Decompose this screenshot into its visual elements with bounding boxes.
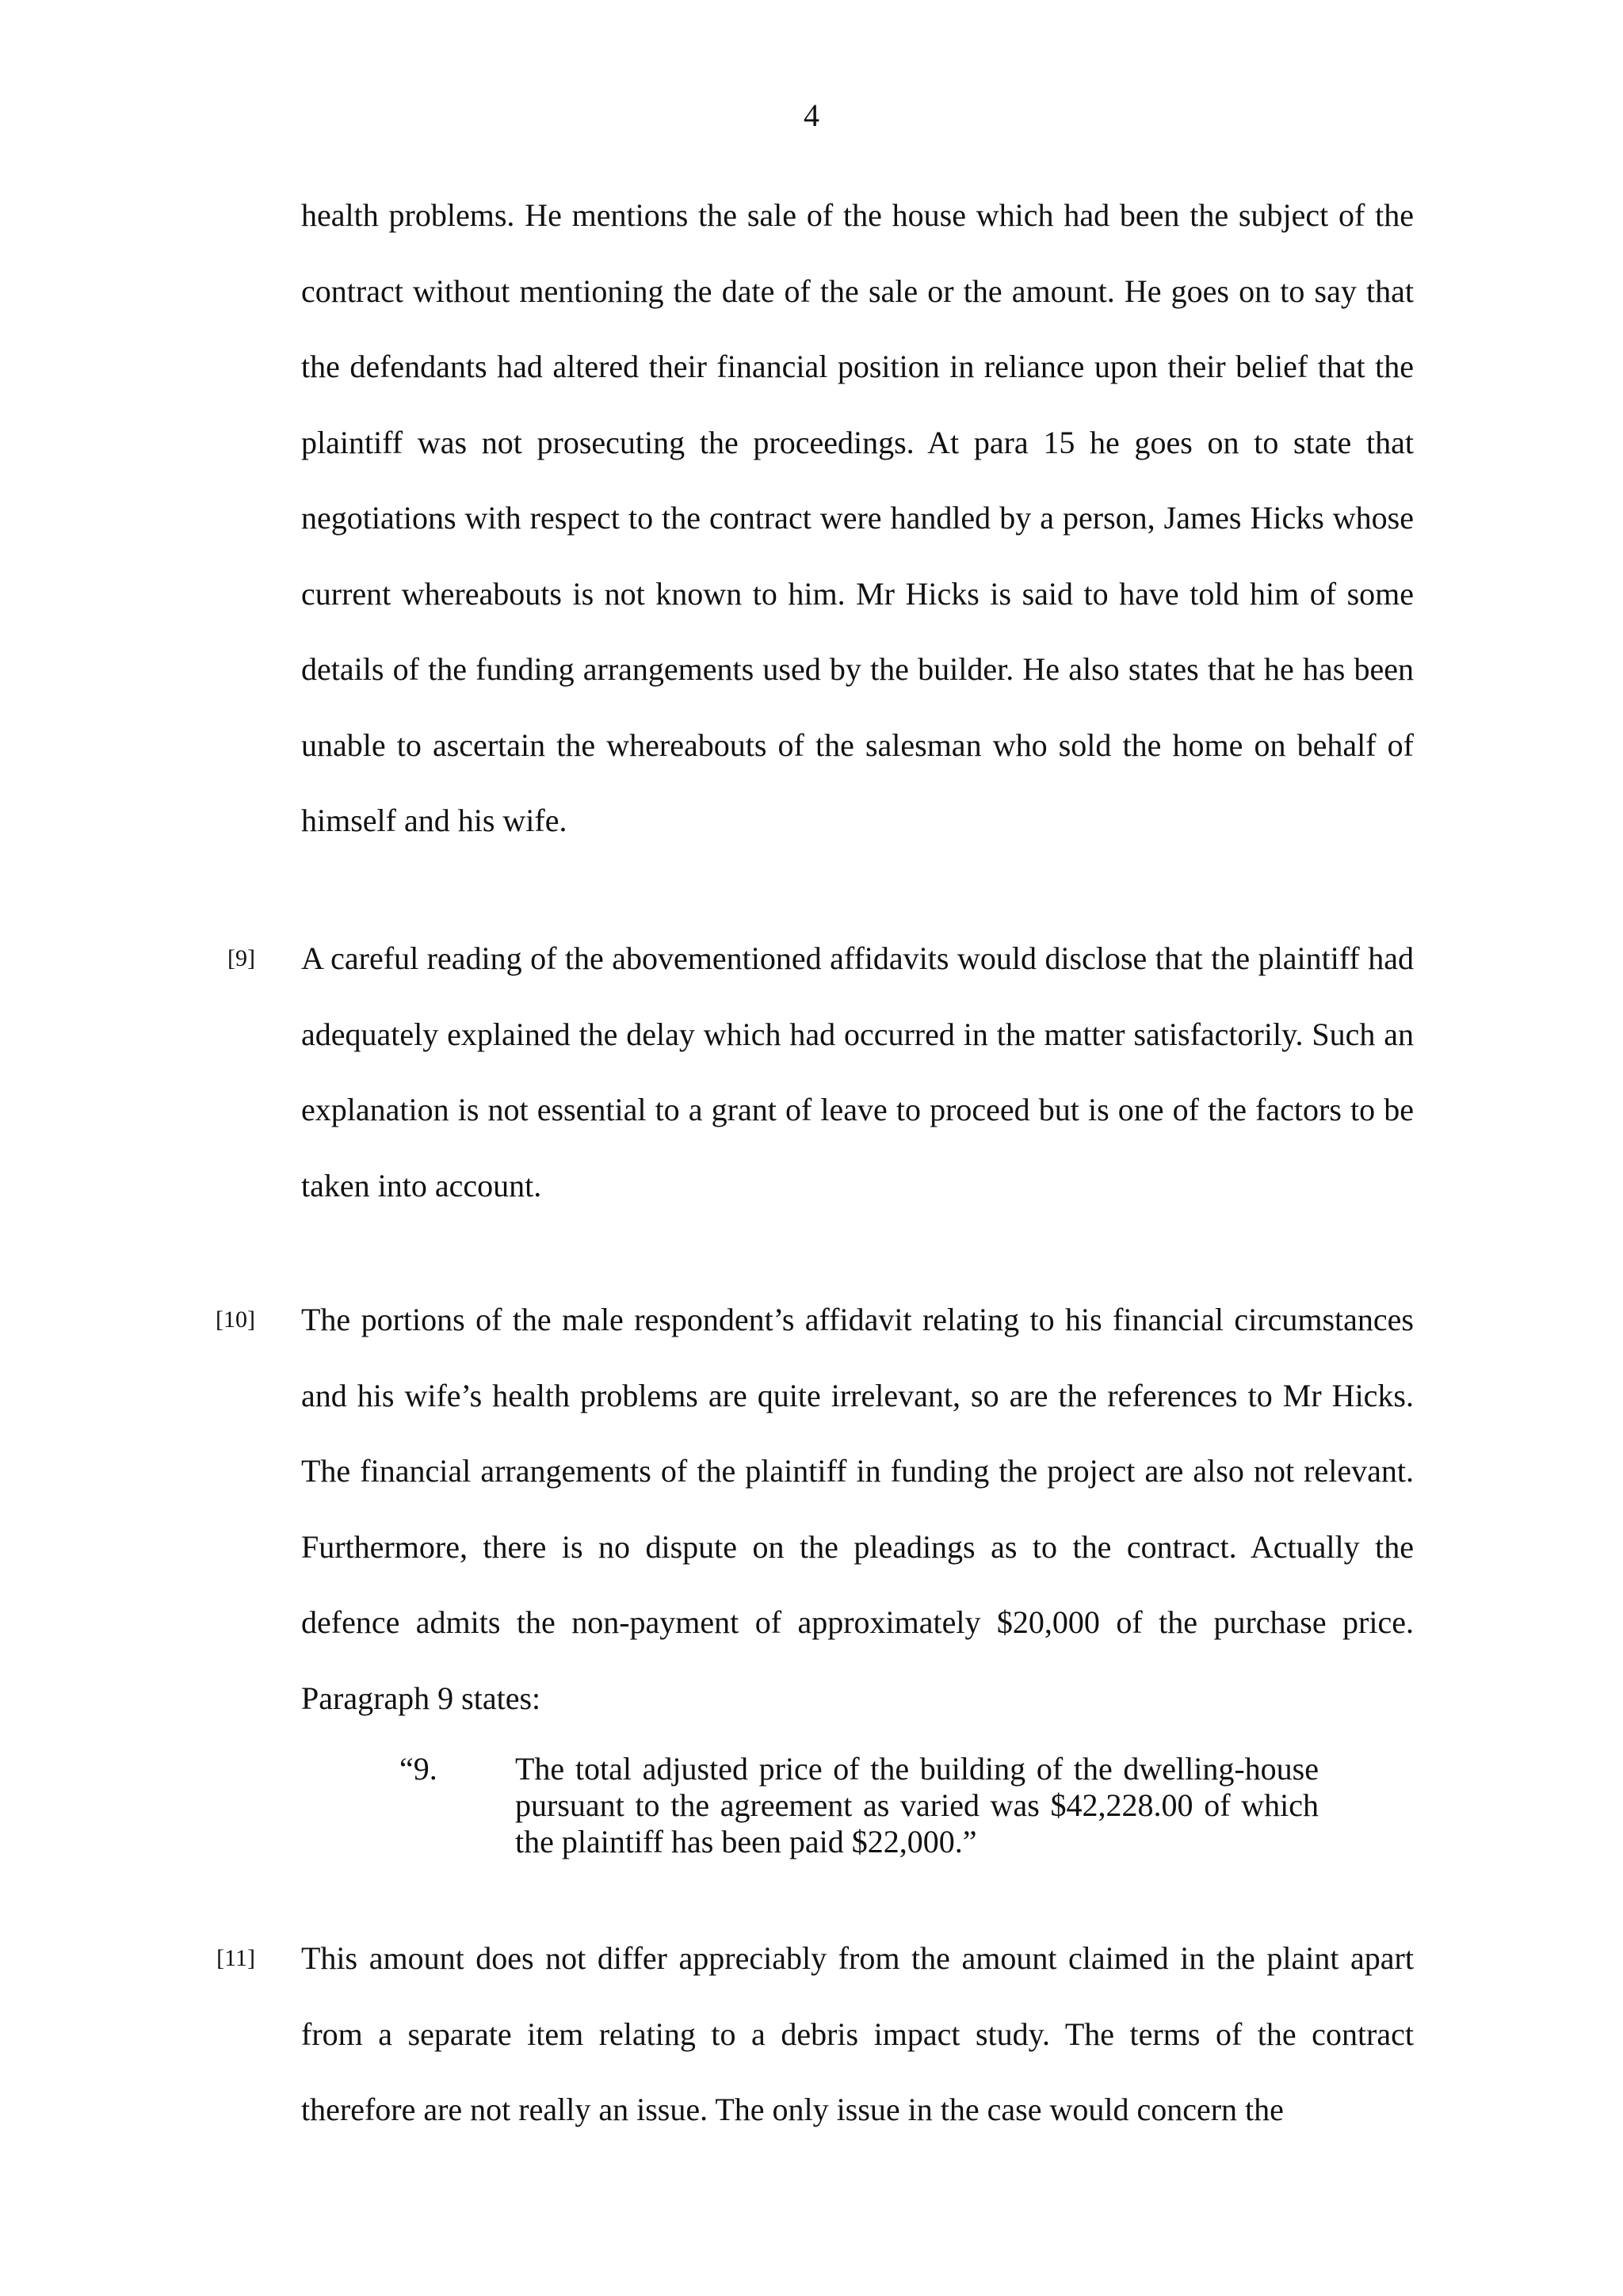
- paragraph-10: The portions of the male respondent’s affidavit relating to his financial circumstances and his wife’s health problems are quite irrelevant, so are the references to Mr Hicks. The financial arrangements of the plaintiff in funding the project are also not relevant. Furthermore, there is no dispute on the pleadings as to the contract. Actually the defence admits the non-payment of approximately $20,000 of the purchase price. Paragraph 9 states:: [301, 1302, 1414, 1716]
- paragraph-9: A careful reading of the abovementioned affidavits would disclose that the plaintiff had adequately explained the delay which had occurred in the matter satisfactorily. Such an explanation is not essential to a grant of leave to proceed but is one of the factors to be taken into account.: [301, 940, 1414, 1203]
- paragraph-number-9: [9]: [227, 945, 255, 971]
- paragraph-continuation: health problems. He mentions the sale of the house which had been the subject of the contract without mentioning the date of the sale or the amount. He goes on to say that the defendants had altered their financial position in reliance upon their belief that the plaintiff was not prosecuting the proceedings. At para 15 he goes on to state that negotiations with respect to the contract were handled by a person, James Hicks whose current whereabouts is not known to him. Mr Hicks is said to have told him of some details of the funding arrangements used by the builder. He also states that he has been unable to ascertain the whereabouts of the salesman who sold the home on behalf of himself and his wife.: [301, 197, 1414, 838]
- paragraph-number-11: [11]: [216, 1945, 255, 1971]
- page-number: 4: [804, 97, 819, 133]
- paragraph-number-10: [10]: [216, 1306, 255, 1333]
- quote-number: “9.: [399, 1751, 437, 1787]
- quote-text: The total adjusted price of the building of the dwelling-house pursuant to the agreement as varied was $42,228.00 of which the plaintiff has been paid $22,000.”: [515, 1751, 1319, 1859]
- paragraph-11: This amount does not differ appreciably from the amount claimed in the plaint apart from a separate item relating to a debris impact study. The terms of the contract therefore are not really an issue. The only issue in the case would concern the: [301, 1940, 1414, 2127]
